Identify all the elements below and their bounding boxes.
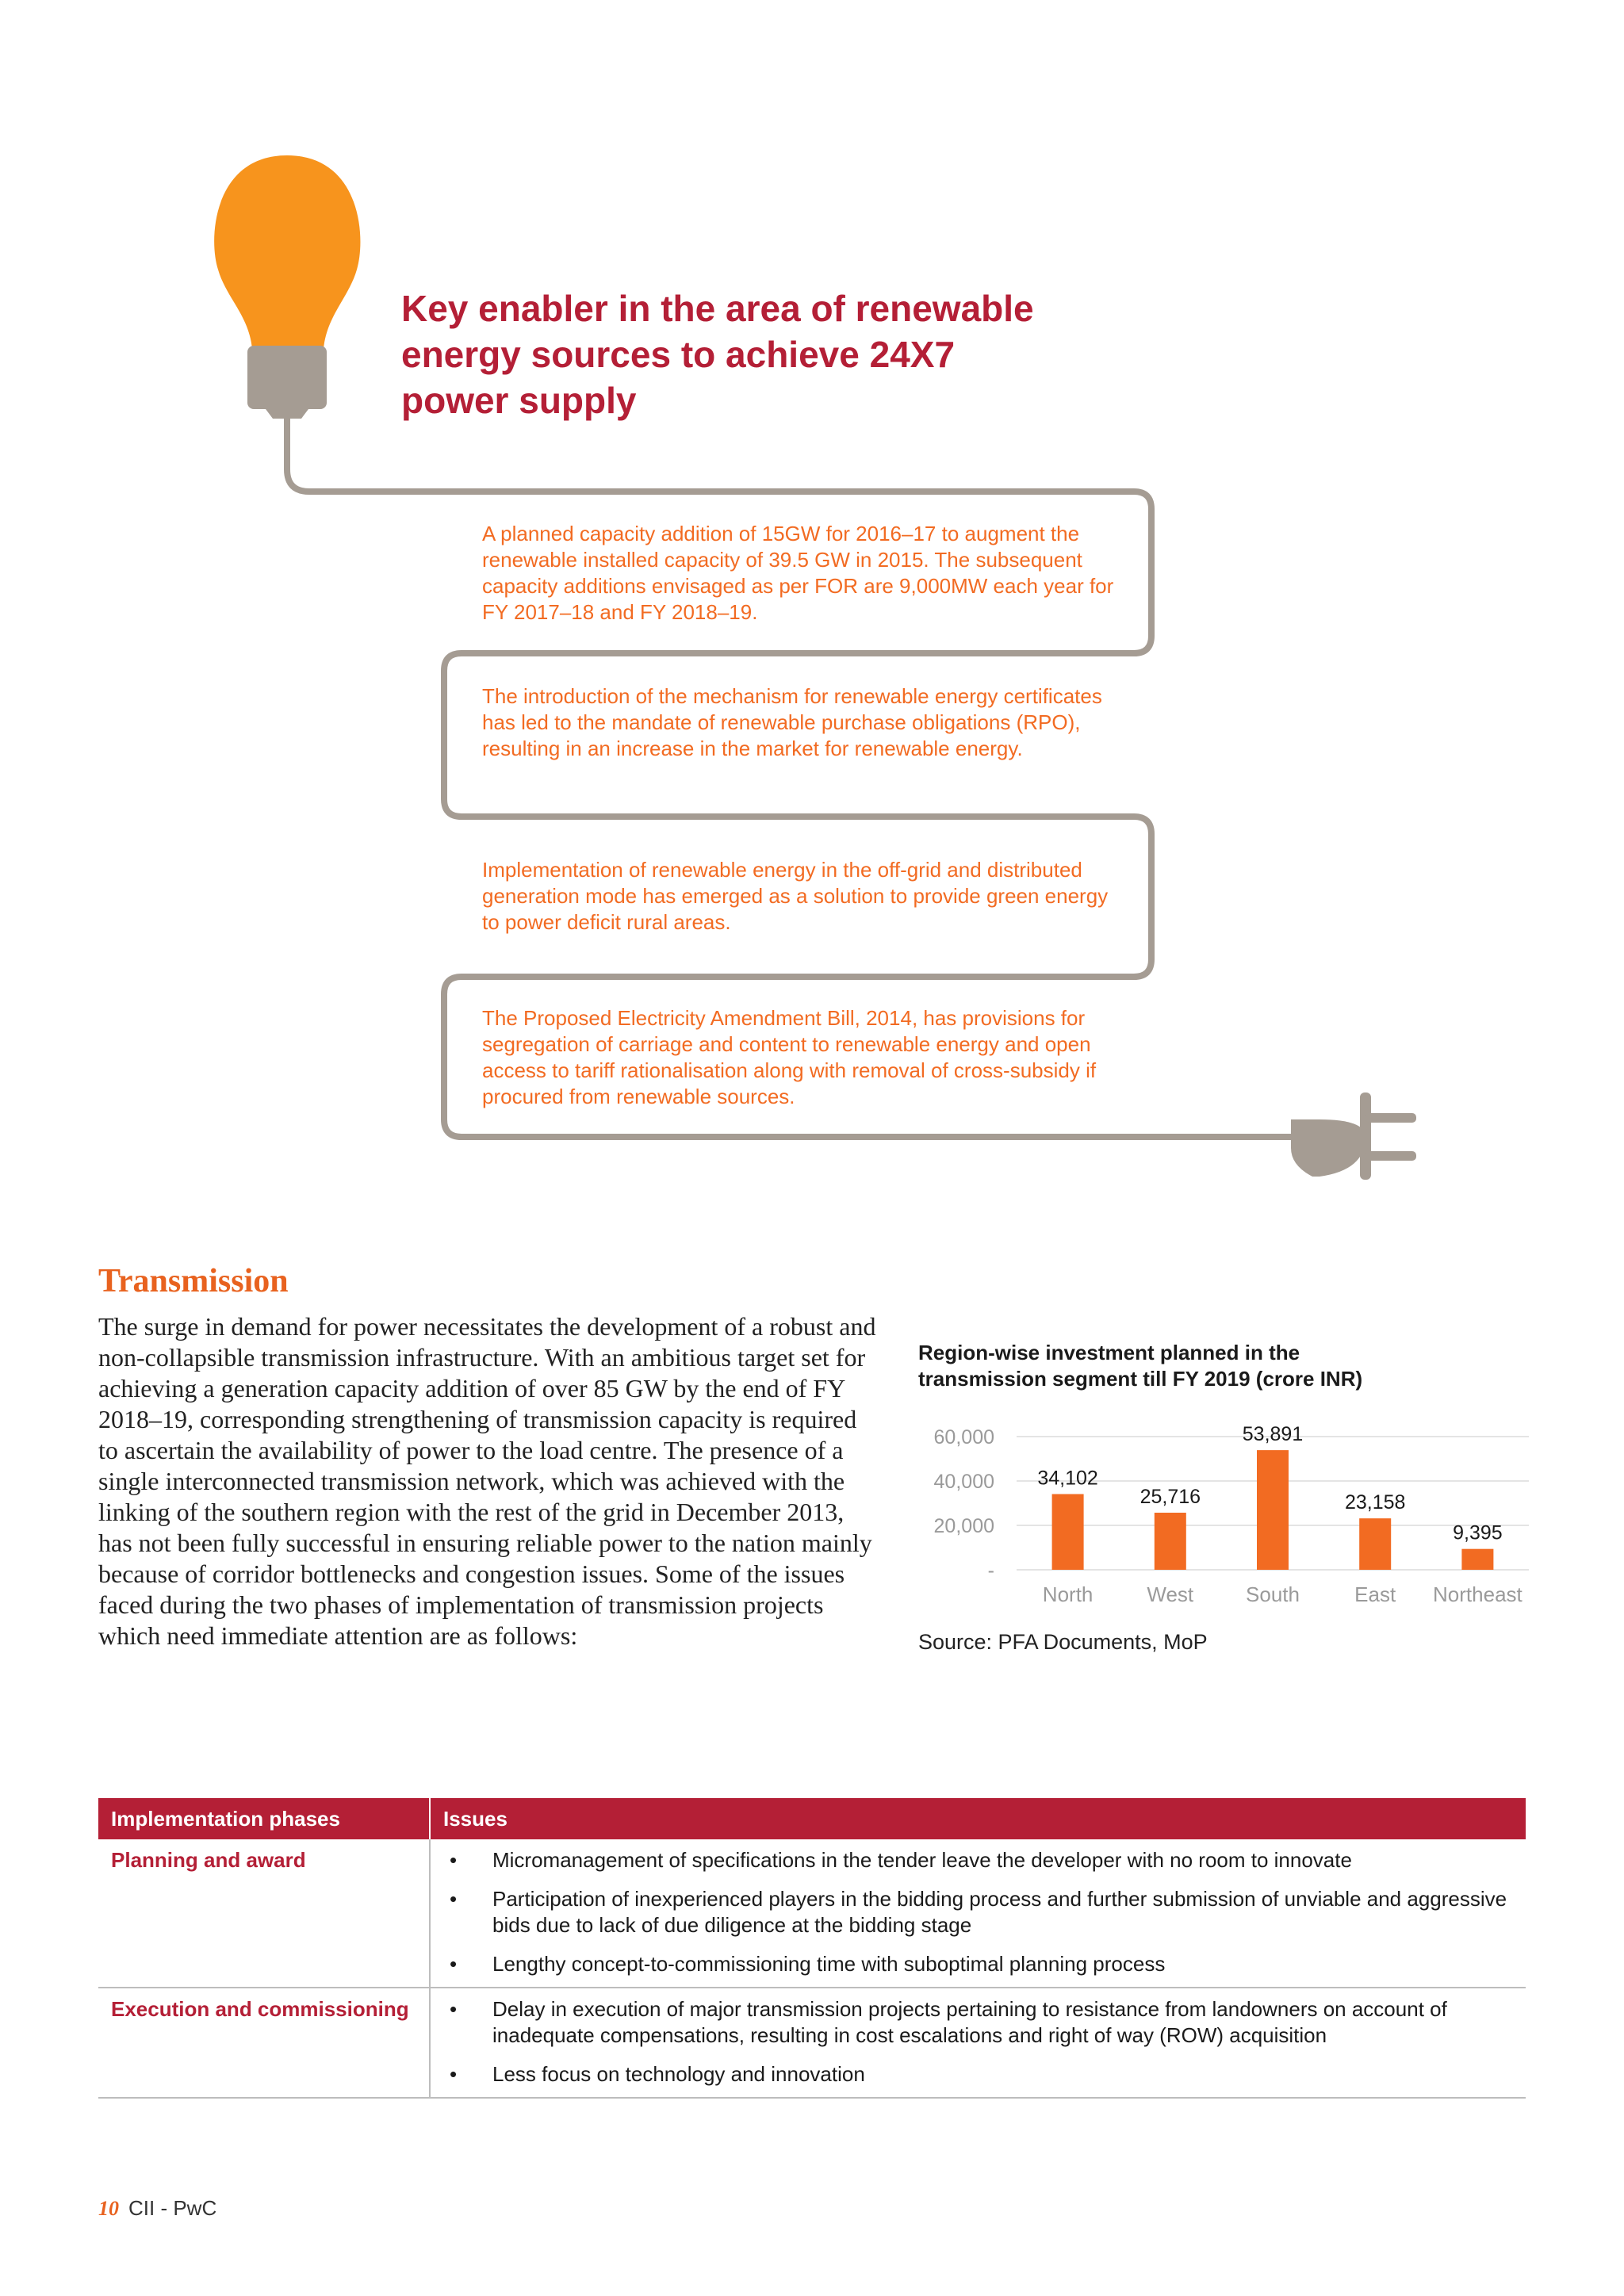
issues-table — [98, 1798, 1526, 2099]
issues-cell — [430, 1988, 1526, 2098]
data-label: 9,395 — [1453, 1521, 1503, 1544]
chart-title: Region-wise investment planned in the transmission segment till FY 2019 (crore INR) — [918, 1341, 1363, 1391]
phase-cell: Planning and award — [98, 1839, 430, 1988]
light-bulb-icon — [214, 155, 360, 419]
bar — [1359, 1518, 1391, 1570]
table-row — [98, 1839, 1526, 1988]
page-number: 10 — [98, 2197, 119, 2220]
issue-item: • Participation of inexperienced players in the bidding process and further submission of unviable and aggressive bids due to lack of due diligence at the bidding stage — [443, 1886, 1513, 1938]
issues-cell — [430, 1839, 1526, 1988]
chart-source: Source: PFA Documents, MoP — [918, 1630, 1208, 1654]
table-row — [98, 1988, 1526, 2098]
bar — [1461, 1549, 1493, 1570]
x-tick-label: North — [1042, 1582, 1094, 1606]
power-plug-icon — [1291, 1093, 1416, 1180]
issue-item: • Lengthy concept-to-commissioning time with suboptimal planning process — [443, 1951, 1513, 1977]
bar — [1155, 1513, 1186, 1570]
data-label: 34,102 — [1037, 1467, 1098, 1490]
footer-label: CII - PwC — [128, 2196, 217, 2220]
data-label: 25,716 — [1139, 1485, 1201, 1508]
y-tick-label: 60,000 — [933, 1426, 994, 1448]
table-header-issues: Issues — [430, 1798, 1526, 1839]
data-label: 53,891 — [1242, 1423, 1304, 1446]
phase-cell: Execution and commissioning — [98, 1988, 430, 2098]
x-tick-label: South — [1246, 1582, 1300, 1606]
table-header-phase: Implementation phases — [98, 1798, 430, 1839]
enabler-point: The introduction of the mechanism for renewable energy certificates has led to the mandate of renewable purchase obligations (RPO), resulting in an increase in the market for renewable energy. — [482, 684, 1102, 760]
enabler-point: Implementation of renewable energy in the off-grid and distributed generation mode has emerged as a solution to provide green energy to power deficit rural areas. — [482, 858, 1109, 934]
body-paragraph: The surge in demand for power necessitates the development of a robust and non-collapsible transmission infrastructure. With an ambitious target set for achieving a generation capacity addition of over 85 GW by the end of FY 2018–19, corresponding strengthening of transmission capacity is required to ascertain the availability of power to the load centre. The presence of a single interconnected transmission network, which was achieved with the linking of the southern region with the rest of the grid in December 2013, has not been fully successful in ensuring reliable power to the nation mainly because of corridor bottlenecks and congestion issues. Some of the issues faced during the two phases of implementation of transmission projects which need immediate attention are as follows: — [98, 1312, 876, 1650]
enabler-title: Key enabler in the area of renewable energy sources to achieve 24X7 power supply — [401, 288, 1034, 421]
bar — [1052, 1494, 1084, 1570]
y-tick-label: 20,000 — [933, 1515, 994, 1537]
x-tick-label: East — [1354, 1582, 1396, 1606]
y-tick-label: 40,000 — [933, 1471, 994, 1493]
bar-chart — [918, 1411, 1537, 1617]
x-tick-label: Northeast — [1433, 1582, 1522, 1606]
issue-item: • Less focus on technology and innovation — [443, 2061, 1513, 2087]
x-tick-label: West — [1147, 1582, 1194, 1606]
issue-item: • Micromanagement of specifications in the tender leave the developer with no room to innovate — [443, 1847, 1513, 1873]
bar — [1257, 1450, 1289, 1570]
enabler-point: The Proposed Electricity Amendment Bill, 2014, has provisions for segregation of carriage and content to renewable energy and open access to tariff rationalisation along with removal of cross-subsidy if procured from renewable sources. — [482, 1006, 1097, 1108]
enabler-point: A planned capacity addition of 15GW for 2016–17 to augment the renewable installed capacity of 39.5 GW in 2015. The subsequent capacity additions envisaged as per FOR are 9,000MW each year for FY 2017–18 and FY 2018–19. — [482, 522, 1114, 624]
data-label: 23,158 — [1344, 1491, 1406, 1514]
section-heading: Transmission — [98, 1263, 289, 1299]
page-footer — [98, 2196, 216, 2221]
y-tick-label: - — [987, 1559, 994, 1582]
issue-item: • Delay in execution of major transmission projects pertaining to resistance from landowners on account of inadequate compensations, resulting in cost escalations and right of way (ROW) acquisition — [443, 1996, 1513, 2049]
